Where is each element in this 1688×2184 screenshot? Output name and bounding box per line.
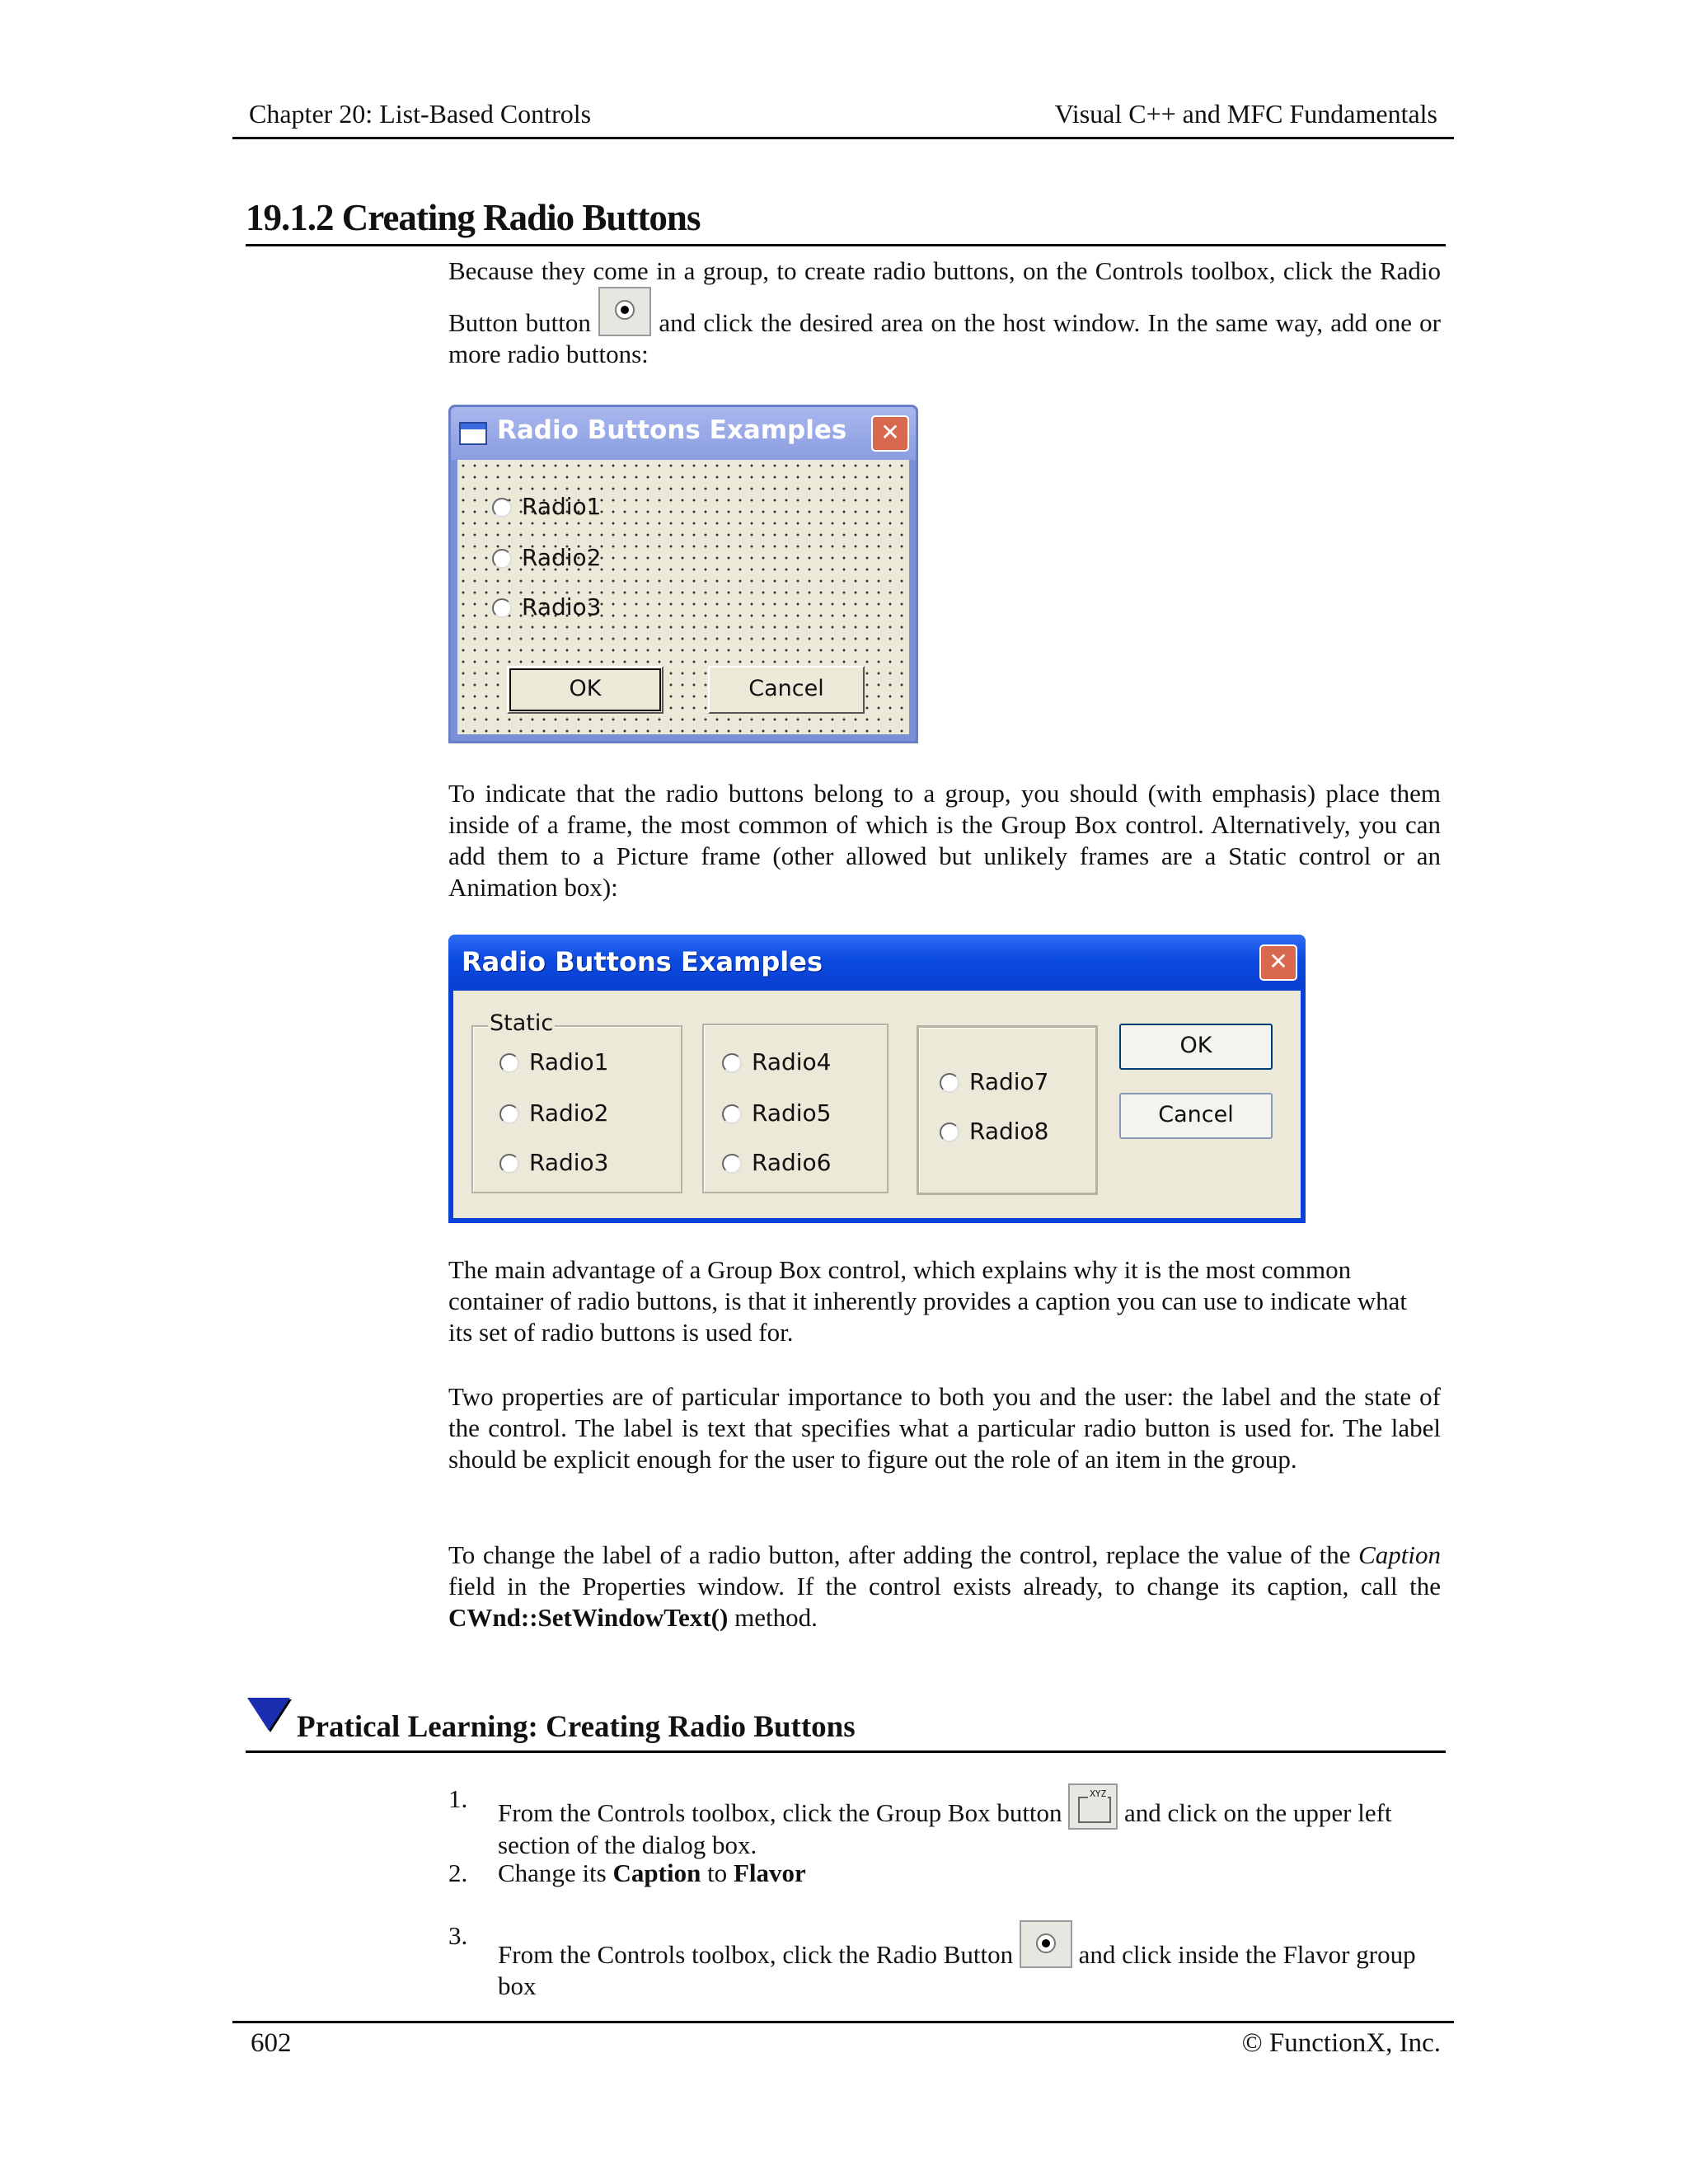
ok-button[interactable]: OK xyxy=(1119,1024,1273,1070)
list-item: 1. From the Controls toolbox, click the Group Box button XYZ and click on the upper left section of the dialog box. xyxy=(448,1784,1392,1859)
group-frame-paragraph: To indicate that the radio buttons belong to a group, you should (with emphasis) place them inside of a frame, the most common of which is the Group Box control. Alternatively, you can add them to a Picture frame (other allowed but unlikely frames are a Static control or an Animation box): xyxy=(448,779,1441,902)
dialog2-titlebar xyxy=(448,935,1306,991)
change-label-paragraph xyxy=(448,1540,1441,1633)
steps-list xyxy=(448,1783,1446,1998)
para5-text-c: method. xyxy=(734,1603,818,1632)
section-rule xyxy=(246,244,1446,246)
cancel-button[interactable]: Cancel xyxy=(708,666,865,714)
dialog1-title: Radio Buttons Examples xyxy=(497,415,847,445)
copyright: © FunctionX, Inc. xyxy=(1241,2028,1441,2058)
dialog2-title: Radio Buttons Examples xyxy=(462,946,823,977)
chapter-title: Chapter 20: List-Based Controls xyxy=(249,99,592,129)
dialog1-client-area: Radio1 Radio2 Radio3 OK Cancel xyxy=(457,460,909,734)
group-box-tool-icon: XYZ xyxy=(1068,1783,1118,1830)
section-title: 19.1.2 Creating Radio Buttons xyxy=(246,197,701,238)
group-box-3 xyxy=(917,1025,1098,1195)
dialog2-client-area: Static Radio1 Radio2 Radio3 Radio4 Radio5 Radio6 Radio7 Radio8 OK Cancel xyxy=(453,991,1301,1218)
dialog1-titlebar xyxy=(451,407,916,460)
window-icon xyxy=(459,422,487,445)
close-icon[interactable]: ✕ xyxy=(871,415,909,452)
caption-field-name: Caption xyxy=(1358,1540,1442,1569)
running-header xyxy=(232,97,1454,139)
dialog-designer-screenshot xyxy=(448,405,918,743)
practical-rule xyxy=(246,1750,1446,1753)
book-title: Visual C++ and MFC Fundamentals xyxy=(1054,99,1437,129)
list-item: 3. From the Controls toolbox, click the Radio Button and click inside the Flavor group box xyxy=(448,1921,1416,2000)
para5-text-b: field in the Properties window. If the control exists already, to change its caption, call the xyxy=(448,1572,1441,1601)
running-footer xyxy=(232,2021,1454,2058)
cancel-button[interactable]: Cancel xyxy=(1119,1093,1273,1139)
practical-learning-heading: Pratical Learning: Creating Radio Buttons xyxy=(297,1710,856,1744)
list-item: 2. Change its Caption to Flavor xyxy=(448,1858,806,1887)
intro-paragraph xyxy=(448,255,1441,370)
group-box-caption: Static xyxy=(490,1010,554,1036)
close-icon[interactable]: ✕ xyxy=(1259,944,1297,981)
page-number: 602 xyxy=(251,2028,292,2058)
ok-button[interactable]: OK xyxy=(507,666,663,714)
properties-paragraph: Two properties are of particular importance to both you and the user: the label and the state of the control. The label is text that specifies what a particular radio button is used for. The label should be explicit enough for the user to figure out the role of an item in the group. xyxy=(448,1382,1441,1474)
dialog-runtime-screenshot xyxy=(448,935,1306,1223)
method-name: CWnd::SetWindowText() xyxy=(448,1603,729,1632)
radio-button-tool-icon xyxy=(598,287,651,336)
para5-text-a: To change the label of a radio button, after adding the control, replace the value of the xyxy=(448,1540,1351,1569)
radio-button-tool-icon xyxy=(1020,1920,1072,1968)
triangle-bullet-icon xyxy=(247,1698,290,1731)
group-box-advantage-paragraph: The main advantage of a Group Box control, which explains why it is the most common container of radio buttons, is that it inherently provides a caption you can use to indicate what its set of radio buttons is used for. xyxy=(448,1255,1408,1347)
intro-text-after: and click the desired area on the host window. In the same way, add one or more radio buttons: xyxy=(448,308,1441,368)
intro-text-before: Because they come in a group, to create radio buttons, on the Controls toolbox, click the Radio Button button xyxy=(448,256,1441,337)
